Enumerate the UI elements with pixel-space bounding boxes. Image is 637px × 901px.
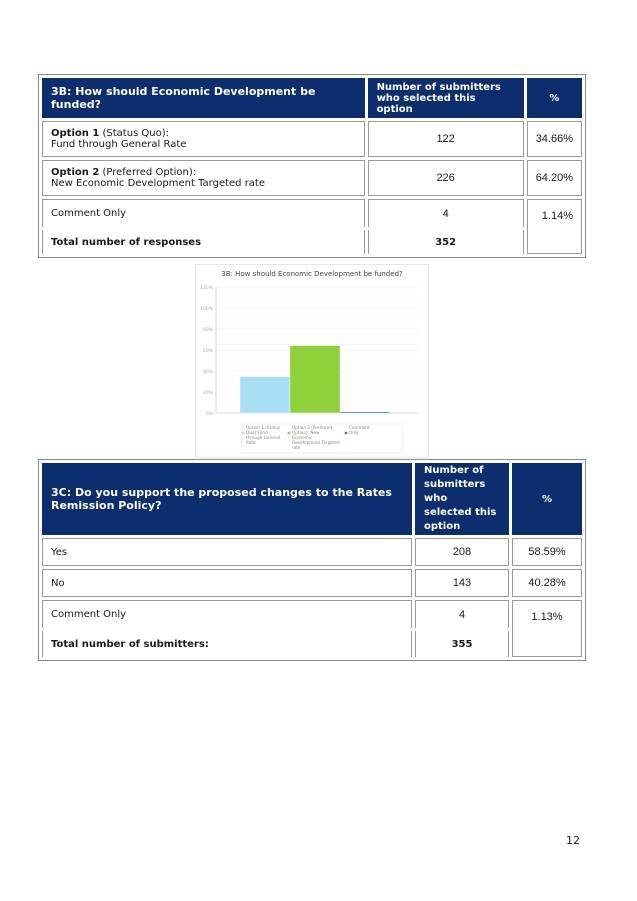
total-label: Total number of submitters: — [42, 631, 412, 657]
row-label: Comment Only — [42, 600, 412, 628]
table-3c-count-header — [415, 463, 509, 535]
chart-canvas — [196, 265, 428, 457]
row-label: Yes — [42, 538, 412, 566]
table-3b-pct-header: % — [527, 78, 582, 118]
chart-bar — [240, 377, 290, 413]
legend-label: Development Targeted — [292, 440, 340, 445]
table-3b-question: 3B: How should Economic Development be funded? — [42, 78, 365, 118]
row-pct: 1.14% — [527, 199, 582, 254]
row-count: 122 — [368, 121, 524, 157]
table-3b — [38, 74, 586, 258]
y-tick-label: 120% — [200, 286, 213, 291]
row-pct: 34.66% — [527, 121, 582, 157]
count-header-line: submitters who — [424, 479, 486, 504]
table-row — [42, 569, 582, 597]
table-3c — [38, 459, 586, 661]
total-row — [42, 230, 582, 254]
table-row — [42, 121, 582, 157]
legend-label: rate — [292, 445, 301, 450]
table-row — [42, 538, 582, 566]
row-label: No — [42, 569, 412, 597]
legend-marker — [345, 432, 348, 435]
legend-marker — [288, 432, 291, 435]
legend-label: Quo):Fund — [246, 430, 268, 435]
row-label-rest: (Status Quo): — [99, 128, 170, 139]
total-value: 352 — [368, 230, 524, 254]
legend-label: Rate — [246, 440, 256, 445]
legend-label: Option 2 (Preferred — [292, 425, 333, 430]
row-count: 4 — [368, 199, 524, 227]
legend-label: Option): New — [292, 430, 320, 435]
row-count: 143 — [415, 569, 509, 597]
row-label — [42, 121, 365, 157]
count-header-line: selected this — [424, 507, 497, 518]
row-count: 208 — [415, 538, 509, 566]
y-tick-label: 20% — [202, 391, 213, 396]
y-tick-label: 0% — [205, 412, 213, 417]
row-label — [42, 199, 365, 227]
legend-label: Option 1 (Status — [246, 425, 281, 430]
table-3b-count-header: Number of submitters who selected this option — [368, 78, 524, 118]
row-label-rest: Comment Only — [51, 208, 127, 219]
row-label-line2: New Economic Development Targeted rate — [51, 178, 266, 189]
y-tick-label: 100% — [200, 307, 213, 312]
row-label — [42, 160, 365, 196]
row-label-bold: Option 1 — [51, 128, 100, 139]
row-count: 4 — [415, 600, 509, 628]
count-header-line: option — [424, 521, 461, 532]
table-row — [42, 600, 582, 628]
row-pct: 40.28% — [512, 569, 582, 597]
row-label-bold: Option 2 — [51, 167, 100, 178]
row-label-line2: Fund through General Rate — [51, 139, 187, 150]
row-label-rest: (Preferred Option): — [99, 167, 197, 178]
total-row — [42, 631, 582, 657]
row-pct: 64.20% — [527, 160, 582, 196]
row-pct: 1.13% — [512, 600, 582, 657]
legend-label: Economic — [292, 435, 313, 440]
table-row — [42, 199, 582, 227]
y-tick-label: 60% — [202, 349, 213, 354]
y-tick-label: 80% — [202, 328, 213, 333]
chart-bar — [290, 346, 340, 413]
table-3c-question: 3C: Do you support the proposed changes to the Rates Remission Policy? — [42, 463, 412, 535]
legend-label: Only — [349, 430, 359, 435]
row-pct: 58.59% — [512, 538, 582, 566]
chart-bar — [340, 412, 390, 413]
legend-label: through General — [246, 435, 281, 440]
y-tick-label: 40% — [202, 370, 213, 375]
total-value: 355 — [415, 631, 509, 657]
count-header-line: Number of — [424, 465, 484, 476]
total-label: Total number of responses — [42, 230, 365, 254]
page-number: 12 — [566, 834, 580, 847]
bar-chart — [195, 264, 429, 458]
legend-label: Comment — [349, 425, 370, 430]
table-3c-pct-header: % — [512, 463, 582, 535]
table-row — [42, 160, 582, 196]
row-count: 226 — [368, 160, 524, 196]
chart-title: 3B: How should Economic Development be funded? — [221, 270, 403, 278]
